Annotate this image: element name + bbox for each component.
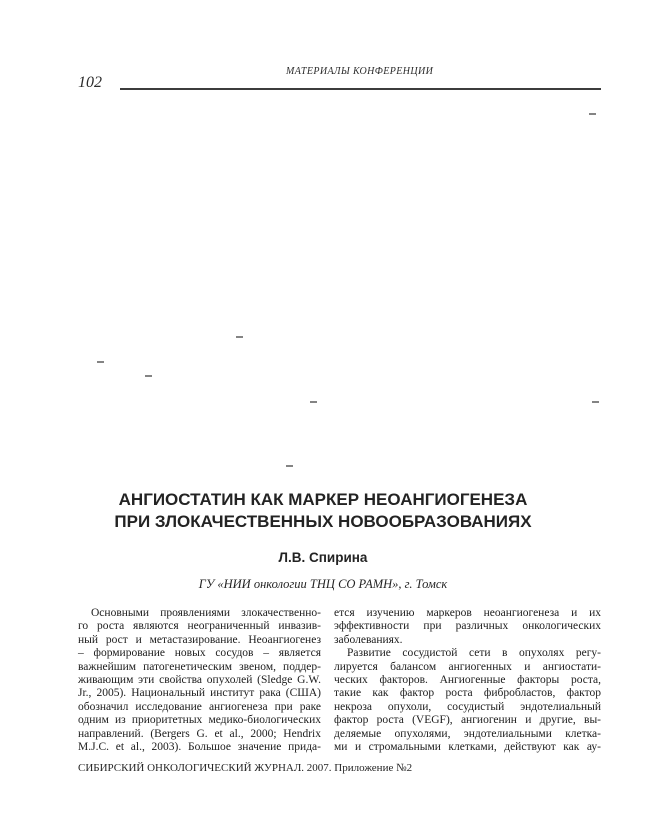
body-column-left	[78, 607, 321, 754]
body-text-line: M.J.C. et al., 2003). Большое значение прида-	[78, 740, 321, 753]
article-title-line2: ПРИ ЗЛОКАЧЕСТВЕННЫХ НОВООБРАЗОВАНИЯХ	[114, 512, 532, 531]
body-text-line: живающим эти свойства опухолей (Sledge G.W.	[78, 673, 321, 686]
header-rule	[120, 88, 601, 90]
scan-artifact-dash	[310, 401, 317, 403]
journal-footer: СИБИРСКИЙ ОНКОЛОГИЧЕСКИЙ ЖУРНАЛ. 2007. Приложение №2	[78, 762, 413, 774]
body-text-line: фактор роста (VEGF), ангиогенин и другие, вы-	[334, 714, 601, 727]
author-name: Л.В. Спирина	[278, 550, 368, 565]
body-column-right	[334, 607, 601, 754]
article-title-line1: АНГИОСТАТИН КАК МАРКЕР НЕОАНГИОГЕНЕЗА	[118, 490, 528, 509]
body-text-line: Основными проявлениями злокачественно-	[91, 607, 321, 619]
body-text-line: ческих факторов. Ангиогенные факторы роста,	[334, 673, 601, 686]
body-text-line: такие как фактор роста фибробластов, фактор	[334, 687, 601, 700]
scan-artifact-dash	[236, 336, 243, 338]
body-text-line: ется изучению маркеров неоангиогенеза и их	[334, 607, 601, 619]
scan-artifact-dash	[589, 113, 596, 115]
body-text-line: Jr., 2005). Национальный институт рака (США)	[78, 687, 321, 700]
scan-artifact-dash	[145, 375, 152, 377]
author-affiliation: ГУ «НИИ онкологии ТНЦ СО РАМН», г. Томск	[198, 577, 448, 591]
body-text-line: направлений. (Bergers G. et al., 2000; Hendrix	[78, 727, 321, 740]
body-text-line: деляемые опухолями, эндотелиальными клетка-	[334, 727, 601, 740]
body-text-line: го роста являются неограниченный инвазив-	[78, 620, 321, 633]
body-text-line: заболеваниях.	[334, 633, 403, 646]
scan-artifact-dash	[97, 361, 104, 363]
article-title	[40, 489, 606, 533]
page-number: 102	[78, 74, 102, 91]
body-text-line: Развитие сосудистой сети в опухолях регу-	[347, 647, 601, 660]
body-text-line: лируется балансом ангиогенных и ангиостати-	[334, 660, 601, 673]
body-text-line: обозначил исследование ангиогенеза при раке	[78, 700, 321, 713]
body-text-line: некроза опухоли, сосудистый эндотелиальный	[334, 700, 601, 713]
body-text-line: – формирование новых сосудов – является	[78, 647, 321, 660]
scan-artifact-dash	[286, 465, 293, 467]
scan-artifact-dash	[592, 401, 599, 403]
body-text-line: одним из приоритетных медико-биологических	[78, 714, 321, 727]
running-head: МАТЕРИАЛЫ КОНФЕРЕНЦИИ	[286, 66, 434, 77]
body-text-line: ный рост и метастазирование. Неоангиогенез	[78, 633, 321, 646]
body-text-line: важнейшим патогенетическим звеном, поддер-	[78, 660, 321, 673]
body-text-line: эффективности при различных онкологических	[334, 620, 601, 633]
body-text-line: ми и стромальными клетками, действуют как ау-	[334, 740, 601, 753]
